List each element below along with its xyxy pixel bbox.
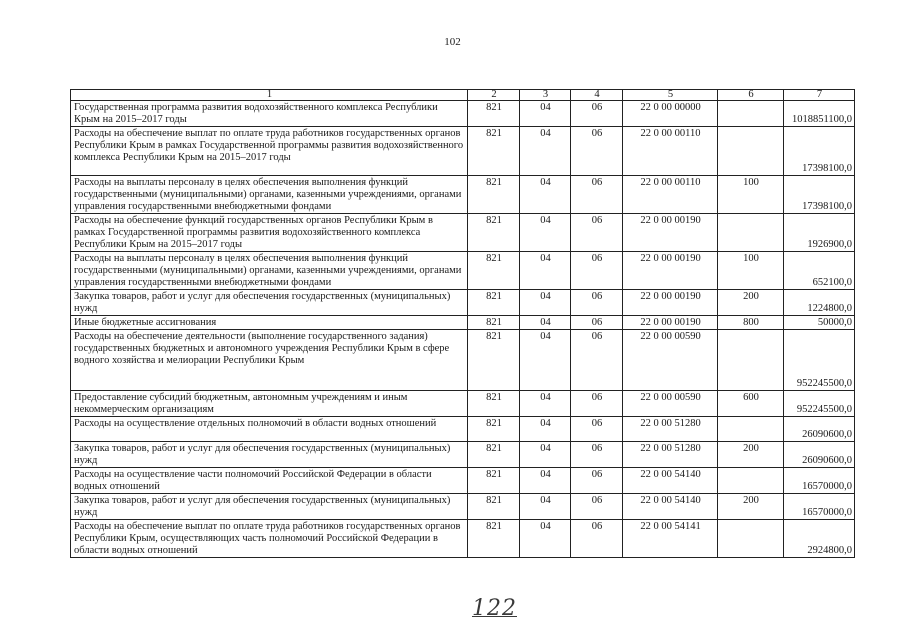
row-section-cell: 04 [520,330,571,391]
row-name-cell: Закупка товаров, работ и услуг для обеспечения государственных (муниципальных) нужд [71,290,468,316]
row-type-cell [718,330,784,391]
row-name-cell: Расходы на обеспечение выплат по оплате труда работников государственных органов Республики Крым в рамках Государственной программы развития водохозяйственного комплекса Республики Крым на 2015–2017 годы [71,127,468,176]
row-type-cell [718,101,784,127]
row-amount-cell: 1926900,0 [784,214,855,252]
row-subsection-cell: 06 [571,316,623,330]
table-row [71,176,855,214]
row-code-cell: 821 [468,468,520,494]
row-type-cell [718,214,784,252]
row-name-cell: Расходы на обеспечение выплат по оплате труда работников государственных органов Республики Крым, осуществляющих часть полномочий Российской Федерации в области водных отношений [71,520,468,558]
row-target-cell: 22 0 00 00190 [623,252,718,290]
table-row [71,494,855,520]
header-cell: 5 [623,90,718,101]
row-type-cell: 800 [718,316,784,330]
row-amount-cell: 1018851100,0 [784,101,855,127]
table-row [71,417,855,442]
row-amount-cell: 952245500,0 [784,391,855,417]
header-cell: 4 [571,90,623,101]
row-target-cell: 22 0 00 00590 [623,391,718,417]
row-type-cell: 200 [718,442,784,468]
header-cell: 6 [718,90,784,101]
handwritten-page-number: 122 [472,596,517,621]
row-section-cell: 04 [520,101,571,127]
row-section-cell: 04 [520,176,571,214]
row-section-cell: 04 [520,316,571,330]
row-amount-cell: 1224800,0 [784,290,855,316]
row-section-cell: 04 [520,252,571,290]
row-section-cell: 04 [520,442,571,468]
header-cell: 2 [468,90,520,101]
row-name-cell: Расходы на обеспечение функций государственных органов Республики Крым в рамках Государственной программы развития водохозяйственного комплекса Республики Крым на 2015–2017 годы [71,214,468,252]
row-code-cell: 821 [468,101,520,127]
row-type-cell [718,417,784,442]
row-code-cell: 821 [468,252,520,290]
row-subsection-cell: 06 [571,127,623,176]
table-row [71,330,855,391]
row-subsection-cell: 06 [571,494,623,520]
row-type-cell: 100 [718,252,784,290]
row-amount-cell: 16570000,0 [784,494,855,520]
row-section-cell: 04 [520,417,571,442]
row-subsection-cell: 06 [571,520,623,558]
row-section-cell: 04 [520,127,571,176]
table-row [71,316,855,330]
row-amount-cell: 652100,0 [784,252,855,290]
budget-table [70,89,855,558]
row-target-cell: 22 0 00 54141 [623,520,718,558]
row-type-cell [718,468,784,494]
row-code-cell: 821 [468,176,520,214]
row-section-cell: 04 [520,494,571,520]
row-section-cell: 04 [520,391,571,417]
row-name-cell: Расходы на выплаты персоналу в целях обеспечения выполнения функций государственными (муниципальными) органами, казенными учреждениями, органами управления государственными внебюджетными фондами [71,252,468,290]
row-amount-cell: 17398100,0 [784,176,855,214]
row-type-cell: 200 [718,494,784,520]
row-name-cell: Расходы на обеспечение деятельности (выполнение государственного задания) государственных бюджетных и автономного учреждения Республики Крым в сфере водного хозяйства и мелиорации Республики Крым [71,330,468,391]
row-subsection-cell: 06 [571,417,623,442]
row-code-cell: 821 [468,442,520,468]
row-subsection-cell: 06 [571,176,623,214]
table-row [71,442,855,468]
row-code-cell: 821 [468,494,520,520]
row-subsection-cell: 06 [571,101,623,127]
row-subsection-cell: 06 [571,290,623,316]
table-row [71,101,855,127]
table-row [71,468,855,494]
row-target-cell: 22 0 00 00110 [623,176,718,214]
row-type-cell [718,127,784,176]
row-code-cell: 821 [468,316,520,330]
table-row [71,290,855,316]
row-type-cell: 200 [718,290,784,316]
row-target-cell: 22 0 00 54140 [623,494,718,520]
row-target-cell: 22 0 00 00190 [623,290,718,316]
row-amount-cell: 26090600,0 [784,417,855,442]
row-amount-cell: 50000,0 [784,316,855,330]
row-name-cell: Закупка товаров, работ и услуг для обеспечения государственных (муниципальных) нужд [71,442,468,468]
row-target-cell: 22 0 00 54140 [623,468,718,494]
row-target-cell: 22 0 00 00110 [623,127,718,176]
row-subsection-cell: 06 [571,214,623,252]
row-target-cell: 22 0 00 00190 [623,214,718,252]
row-type-cell: 100 [718,176,784,214]
table-header-row [71,90,855,101]
row-target-cell: 22 0 00 51280 [623,417,718,442]
header-cell: 1 [71,90,468,101]
row-code-cell: 821 [468,391,520,417]
row-code-cell: 821 [468,127,520,176]
header-cell: 7 [784,90,855,101]
row-amount-cell: 17398100,0 [784,127,855,176]
row-target-cell: 22 0 00 51280 [623,442,718,468]
row-amount-cell: 952245500,0 [784,330,855,391]
row-code-cell: 821 [468,417,520,442]
row-code-cell: 821 [468,520,520,558]
row-subsection-cell: 06 [571,391,623,417]
row-name-cell: Расходы на выплаты персоналу в целях обеспечения выполнения функций государственными (муниципальными) органами, казенными учреждениями, органами управления государственными внебюджетными фондами [71,176,468,214]
row-subsection-cell: 06 [571,330,623,391]
row-target-cell: 22 0 00 00190 [623,316,718,330]
row-name-cell: Государственная программа развития водохозяйственного комплекса Республики Крым на 2015–2017 годы [71,101,468,127]
row-target-cell: 22 0 00 00000 [623,101,718,127]
table-body [71,101,855,558]
row-amount-cell: 16570000,0 [784,468,855,494]
row-code-cell: 821 [468,330,520,391]
page-number: 102 [444,36,461,48]
row-name-cell: Предоставление субсидий бюджетным, автономным учреждениям и иным некоммерческим организациям [71,391,468,417]
row-amount-cell: 2924800,0 [784,520,855,558]
row-subsection-cell: 06 [571,252,623,290]
row-name-cell: Расходы на осуществление части полномочий Российской Федерации в области водных отношений [71,468,468,494]
row-name-cell: Расходы на осуществление отдельных полномочий в области водных отношений [71,417,468,442]
row-amount-cell: 26090600,0 [784,442,855,468]
row-section-cell: 04 [520,520,571,558]
table-row [71,127,855,176]
row-target-cell: 22 0 00 00590 [623,330,718,391]
table-row [71,252,855,290]
row-section-cell: 04 [520,468,571,494]
row-section-cell: 04 [520,214,571,252]
row-name-cell: Закупка товаров, работ и услуг для обеспечения государственных (муниципальных) нужд [71,494,468,520]
row-subsection-cell: 06 [571,442,623,468]
row-code-cell: 821 [468,290,520,316]
row-name-cell: Иные бюджетные ассигнования [71,316,468,330]
row-code-cell: 821 [468,214,520,252]
row-type-cell [718,520,784,558]
row-section-cell: 04 [520,290,571,316]
header-cell: 3 [520,90,571,101]
table-row [71,520,855,558]
table-row [71,391,855,417]
row-type-cell: 600 [718,391,784,417]
table-row [71,214,855,252]
row-subsection-cell: 06 [571,468,623,494]
